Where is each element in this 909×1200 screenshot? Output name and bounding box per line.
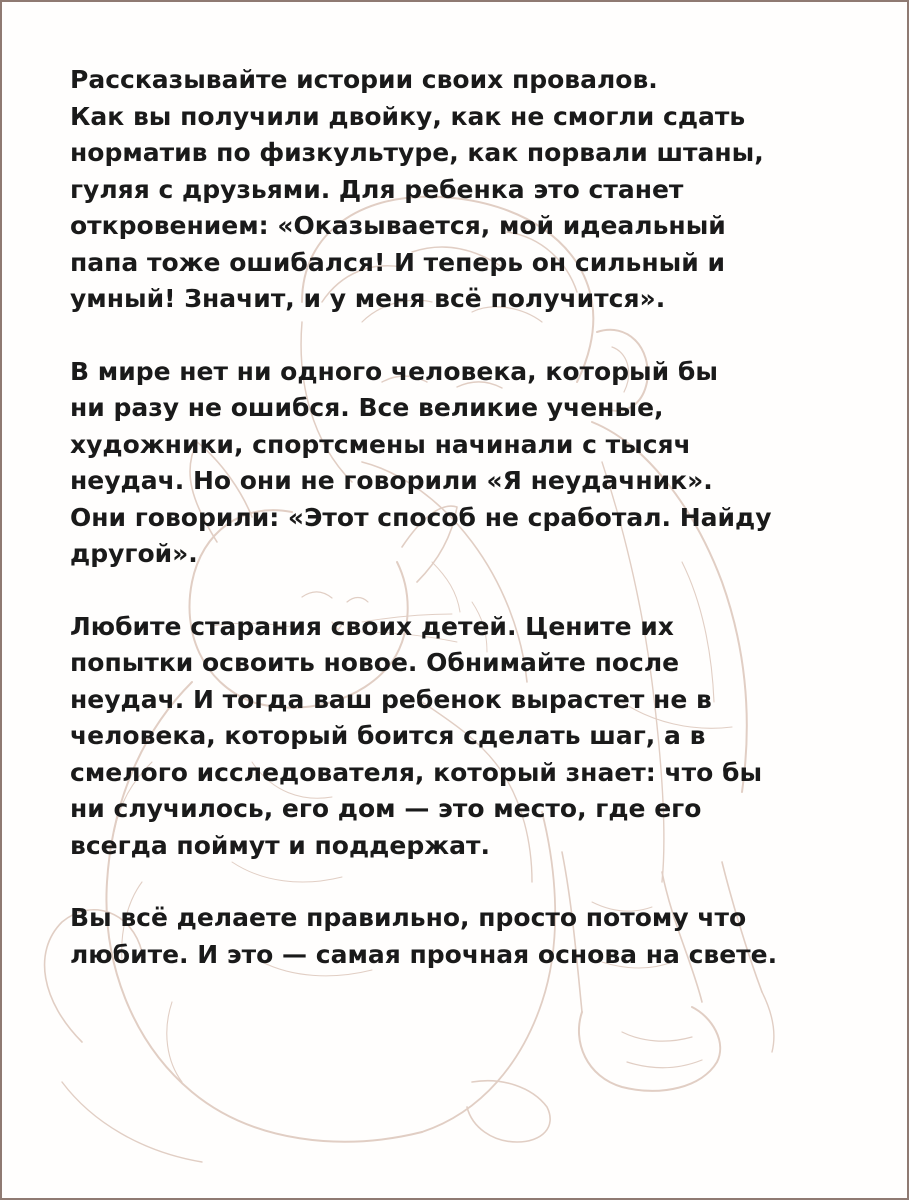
paragraph-failures xyxy=(70,62,870,318)
text-line: неудач. Но они не говорили «Я неудачник». xyxy=(70,466,713,495)
text-line: ни случилось, его дом — это место, где его xyxy=(70,794,702,823)
text-line: папа тоже ошибался! И теперь он сильный и xyxy=(70,247,725,277)
paragraph-love-efforts xyxy=(70,609,870,865)
text-line: другой». xyxy=(70,539,198,568)
text-line: всегда поймут и поддержат. xyxy=(70,830,490,860)
text-line: Рассказывайте истории своих провалов. xyxy=(70,65,658,94)
text-line: В мире нет ни одного человека, который бы xyxy=(70,356,718,386)
text-line: Как вы получили двойку, как не смогли сдать xyxy=(70,101,746,131)
text-line: смелого исследователя, который знает: что бы xyxy=(70,757,763,787)
article-text xyxy=(70,62,870,1009)
text-line: Они говорили: «Этот способ не сработал. Найду xyxy=(70,502,772,532)
text-line: ни разу не ошибся. Все великие ученые, xyxy=(70,393,664,422)
text-line: любите. И это — самая прочная основа на свете. xyxy=(70,939,778,969)
paragraph-conclusion xyxy=(70,900,870,973)
text-line: неудач. И тогда ваш ребенок вырастет не в xyxy=(70,684,712,714)
text-line: попытки освоить новое. Обнимайте после xyxy=(70,648,680,677)
paragraph-mistakes xyxy=(70,354,870,573)
text-line: гуляя с друзьями. Для ребенка это станет xyxy=(70,174,684,204)
cat-paw xyxy=(467,1081,550,1142)
text-line: Вы всё делаете правильно, просто потому что xyxy=(70,903,747,932)
text-line: человека, который боится сделать шаг, а в xyxy=(70,721,706,750)
child-shoe xyxy=(579,1007,720,1091)
text-line: художники, спортсмены начинали с тысяч xyxy=(70,429,691,459)
text-line: норматив по физкультуре, как порвали штаны, xyxy=(70,138,764,167)
text-line: откровением: «Оказывается, мой идеальный xyxy=(70,211,726,240)
text-line: Любите старания своих детей. Цените их xyxy=(70,611,674,641)
text-line: умный! Значит, и у меня всё получится». xyxy=(70,284,666,313)
